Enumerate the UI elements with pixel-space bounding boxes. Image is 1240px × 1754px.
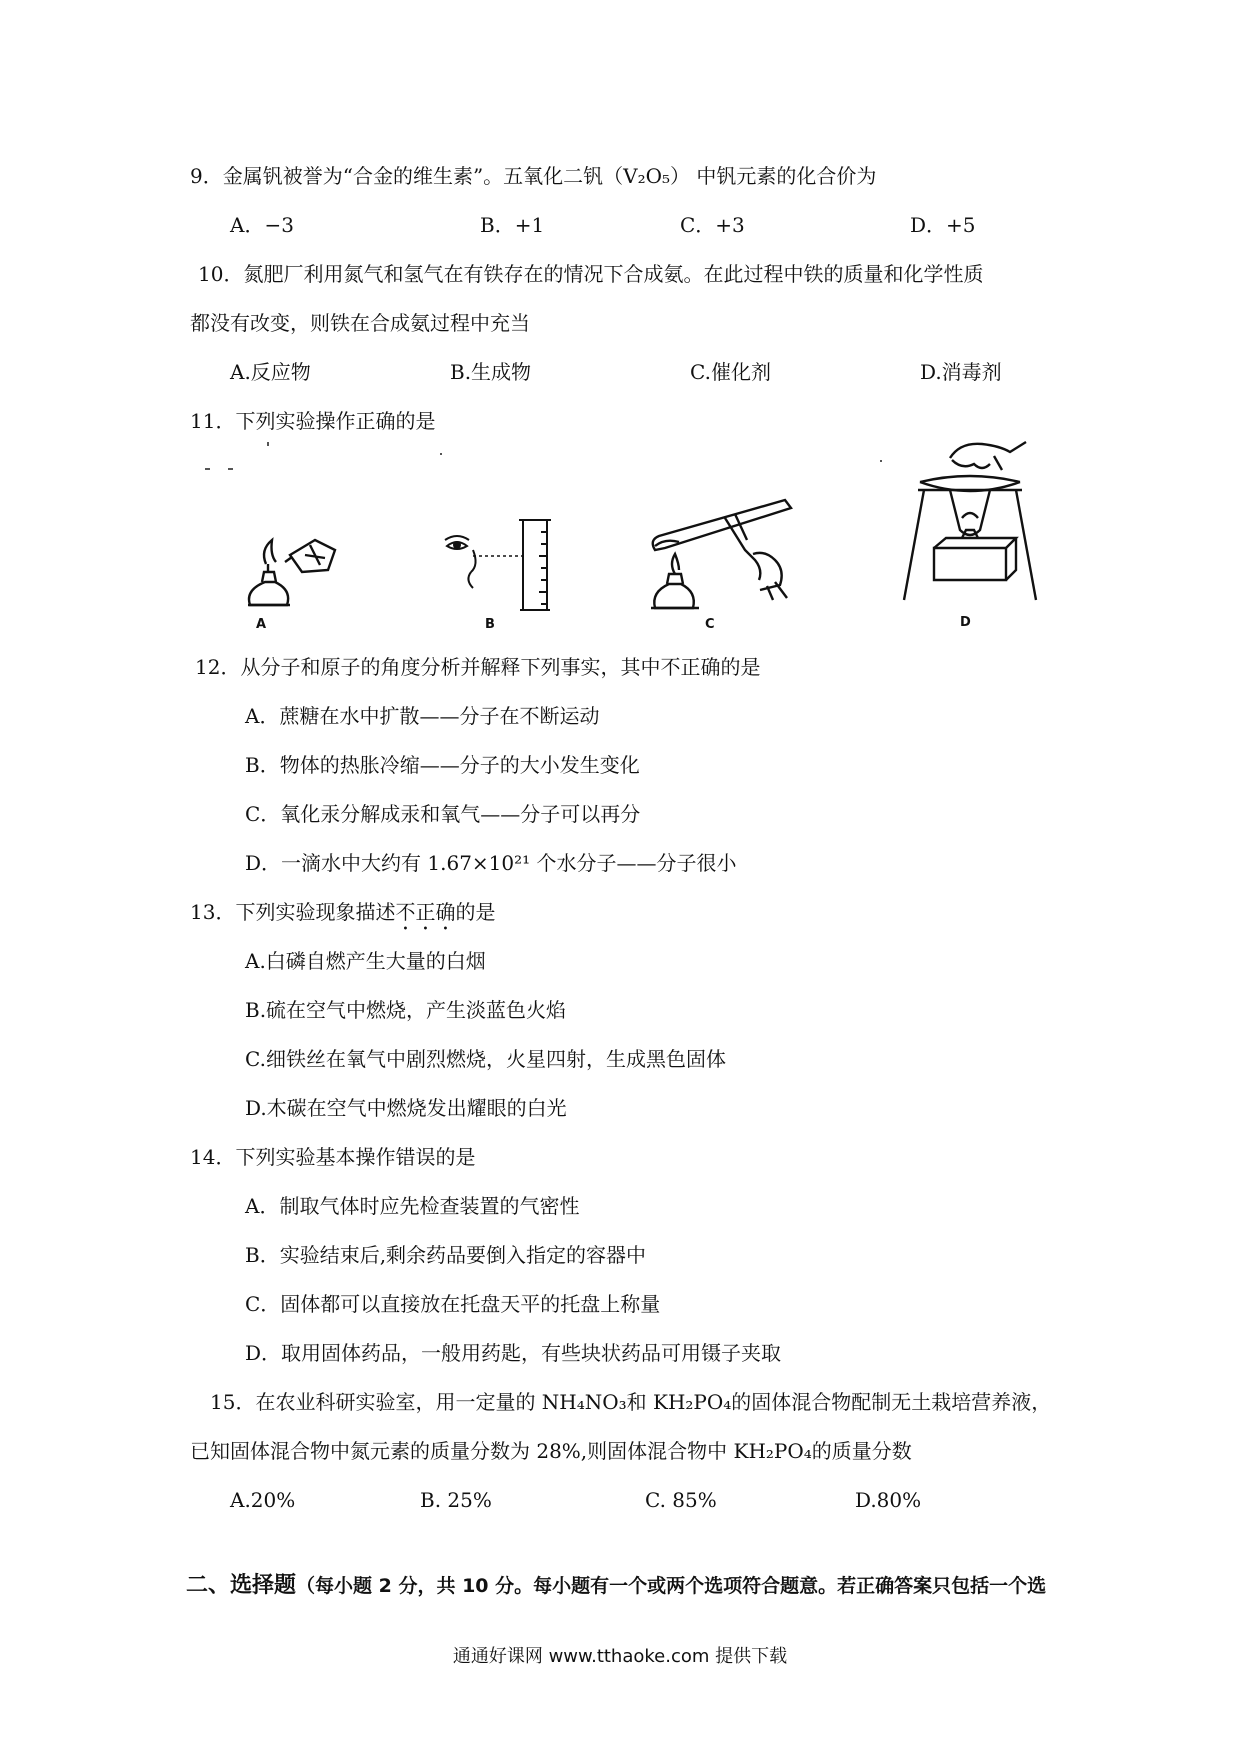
q14-stem: 14．下列实验基本操作错误的是 <box>190 1145 476 1169</box>
q14-option-a: A．制取气体时应先检查装置的气密性 <box>245 1194 580 1218</box>
figure-label-c: C <box>705 617 715 630</box>
q12-option-c: C．氧化汞分解成汞和氧气——分子可以再分 <box>245 802 641 826</box>
q15-option-c: C. 85% <box>645 1488 717 1512</box>
q14-option-c: C．固体都可以直接放在托盘天平的托盘上称量 <box>245 1292 661 1316</box>
page-footer: 通通好课网 www.tthaoke.com 提供下载 <box>452 1646 788 1667</box>
section-two-title: 二、选择题 <box>186 1573 297 1598</box>
q12-stem: 12．从分子和原子的角度分析并解释下列事实，其中不正确的是 <box>195 655 761 679</box>
q10-stem: 10．氮肥厂利用氮气和氢气在有铁存在的情况下合成氨。在此过程中铁的质量和化学性质 <box>198 262 984 286</box>
q9-options <box>230 213 1050 237</box>
q12-option-a: A．蔗糖在水中扩散——分子在不断运动 <box>245 704 600 728</box>
q15-options <box>230 1488 1050 1512</box>
q14-option-d: D．取用固体药品，一般用药匙，有些块状药品可用镊子夹取 <box>245 1341 782 1365</box>
scan-speck <box>205 468 210 470</box>
q13-option-a: A.白磷自燃产生大量的白烟 <box>245 949 486 973</box>
q12-option-b: B．物体的热胀冷缩——分子的大小发生变化 <box>245 753 640 777</box>
figure-label-d: D <box>960 615 971 630</box>
q10-stem-continued: 都没有改变，则铁在合成氨过程中充当 <box>190 311 530 335</box>
q15-stem: 15．在农业科研实验室，用一定量的 NH₄NO₃和 KH₂PO₄的固体混合物配制无土栽培营养液， <box>210 1390 1052 1414</box>
q13-option-c: C.细铁丝在氧气中剧烈燃烧，火星四射，生成黑色固体 <box>245 1047 726 1071</box>
evaporating-dish-tripod-figure <box>890 430 1060 630</box>
q10-option-d: D.消毒剂 <box>920 360 1002 384</box>
alcohol-lamp-lighting-figure <box>230 510 370 630</box>
section-two-heading <box>186 1568 1046 1599</box>
figure-label-b: B <box>485 617 495 630</box>
q10-options <box>230 360 1050 384</box>
q13-stem <box>190 900 495 935</box>
q15-option-b: B. 25% <box>420 1488 492 1512</box>
q10-option-c: C.催化剂 <box>690 360 771 384</box>
q13-option-d: D.木碳在空气中燃烧发出耀眼的白光 <box>245 1096 567 1120</box>
graduated-cylinder-reading-figure <box>435 510 575 630</box>
q9-option-a: A．−3 <box>230 213 294 237</box>
test-tube-heating-figure <box>635 490 815 630</box>
figure-label-a: A <box>256 617 267 630</box>
q10-option-a: A.反应物 <box>230 360 311 384</box>
q13-stem-emphasis: 不正确 <box>395 900 456 924</box>
section-two-instructions: （每小题 2 分，共 10 分。每小题有一个或两个选项符合题意。若正确答案只包括一个选 <box>296 1575 1047 1597</box>
q10-option-b: B.生成物 <box>450 360 532 384</box>
q15-stem-continued: 已知固体混合物中氮元素的质量分数为 28%,则固体混合物中 KH₂PO₄的质量分数 <box>190 1439 912 1463</box>
q9-stem: 9．金属钒被誉为“合金的维生素”。五氧化二钒（V₂O₅） 中钒元素的化合价为 <box>190 164 877 188</box>
q12-option-d: D．一滴水中大约有 1.67×10²¹ 个水分子——分子很小 <box>245 851 737 875</box>
q9-option-b: B．+1 <box>480 213 545 237</box>
q9-option-c: C．+3 <box>680 213 745 237</box>
q13-stem-before: 13．下列实验现象描述 <box>190 900 396 924</box>
q13-option-b: B.硫在空气中燃烧，产生淡蓝色火焰 <box>245 998 567 1022</box>
q11-stem: 11．下列实验操作正确的是 <box>190 409 436 433</box>
q9-option-d: D．+5 <box>910 213 976 237</box>
q15-option-a: A.20% <box>230 1488 296 1512</box>
q13-stem-after: 的是 <box>455 900 496 924</box>
q14-option-b: B．实验结束后,剩余药品要倒入指定的容器中 <box>245 1243 647 1267</box>
q15-option-d: D.80% <box>855 1488 922 1512</box>
q11-figures <box>230 440 1060 630</box>
